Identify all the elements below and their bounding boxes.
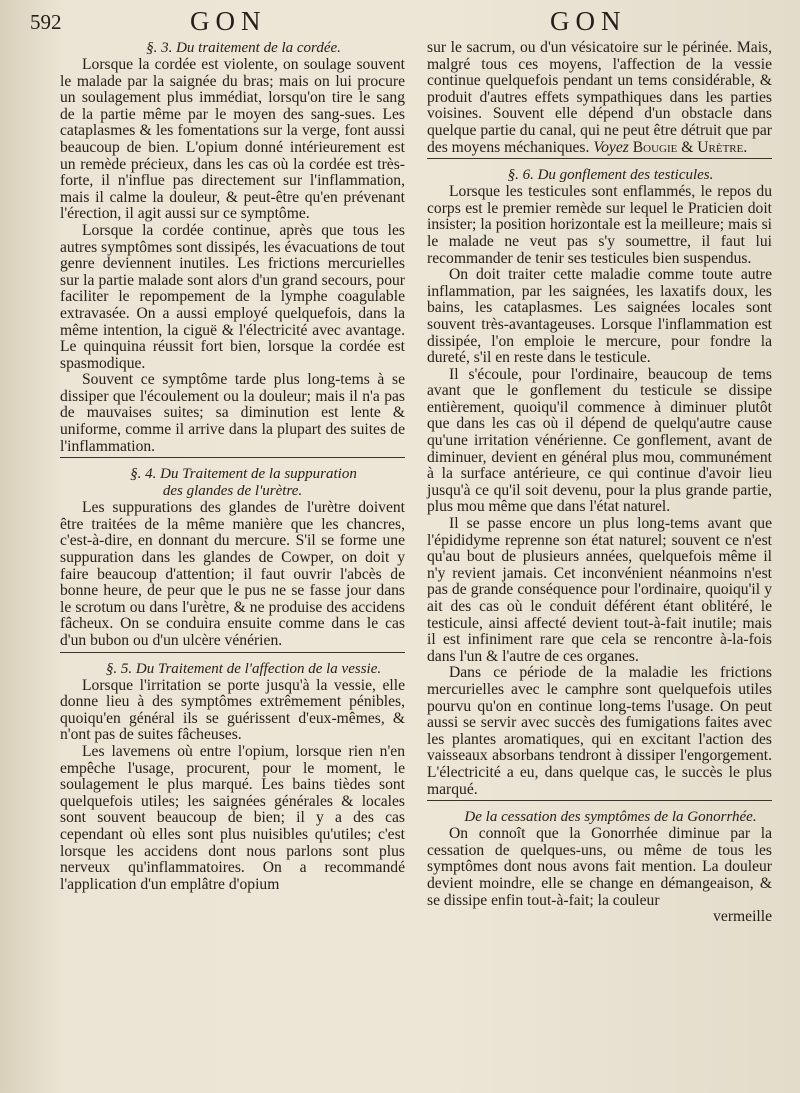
paragraph: Lorsque la cordée continue, après que tous les autres symptômes sont dissipés, les évacuations de tout genre deviennent inutiles. Les frictions mercurielles sur la partie malade sont alors d'un grand secours, pour faciliter le repompement de la lymphe coagulable extravasée. On a aussi employé quelquefois, dans la même intention, la ciguë & l'électricité avec avantage. Le quinquina réussit fort bien, lorsque la cordée est spasmodique. <box>60 221 405 372</box>
cross-reference-voyez: Voyez <box>593 138 629 156</box>
running-head-left: GON <box>190 6 267 36</box>
paragraph: Il se passe encore un plus long-tems avant que l'épididyme reprenne son état naturel; souvent ce n'est qu'au bout de plusieurs années, quelquefois même il n'y revient jamais. Cet inconvénient néanmoins n'est pas de grande conséquence pour l'ordinaire, quoiqu'il y ait des cas où le conduit déférent étant oblitéré, le testicule, ainsi affecté devient tout-à-fait inutile; mais il est infiniment rare que cela se rencontre à-la-fois dans l'un & l'autre de ces organes. <box>427 515 772 665</box>
section-7-heading: De la cessation des symptômes de la Gonorrhée. <box>464 809 757 826</box>
catchword: vermeille <box>713 908 772 926</box>
section-4-heading <box>60 466 405 500</box>
section-4-heading-line1: §. 4. Du Traitement de la suppuration <box>130 466 357 483</box>
section-5-heading: §. 5. Du Traitement de l'affection de la vessie. <box>105 660 382 677</box>
paragraph: Souvent ce symptôme tarde plus long-tems à se dissiper que l'écoulement ou la douleur; mais il n'a pas de mauvaises suites; sa diminution est lente & uniforme, comme il arrive dans la plupart des suites de l'inflammation. <box>60 371 405 455</box>
paragraph: Dans ce période de la maladie les frictions mercurielles avec le camphre sont quelquefois utiles pourvu qu'on en continue long-tems l'usage. On peut aussi se servir avec succès des fumigations faites avec les plantes aromatiques, qui en excitant l'action des vaisseaux absorbans tendront à dissiper l'engorgement. L'électricité a eu, dans quelque cas, le succès le plus marqué. <box>427 664 772 798</box>
left-column <box>60 40 405 926</box>
text-columns <box>60 40 772 926</box>
paragraph-continued <box>427 40 772 156</box>
page-number: 592 <box>30 10 62 34</box>
cross-reference-targets: Bougie & Urètre. <box>632 138 748 156</box>
paragraph: Les lavemens où entre l'opium, lorsque rien n'en empêche l'usage, procurent, pour le moment, le soulagement le plus marqué. Les bains tièdes sont quelquefois utiles; les saignées générales & locales sont souvent beaucoup de bien; il y a des cas cependant où elles sont plus nuisibles qu'utiles; c'est lorsque les accidens dont nous parlons sont plus nerveux qu'inflammatoires. On a recommandé l'application d'un emplâtre d'opium <box>60 742 405 893</box>
section-divider <box>427 158 772 159</box>
running-head <box>30 6 772 40</box>
paragraph: Lorsque les testicules sont enflammés, le repos du corps est le premier remède sur lequel le Praticien doit insister; la position horizontale est la meilleure; mais si le malade ne veut pas s'y soumettre, il faut lui recommander de tenir ses testicules bien suspendus. <box>427 183 772 267</box>
paragraph: Les suppurations des glandes de l'urètre doivent être traitées de la même manière que les chancres, c'est-à-dire, en donnant du mercure. S'il se forme une suppuration dans les glandes de Cowper, on doit y faire beaucoup d'attention; il faut ouvrir l'abcès de bonne heure, de peur que le pus ne se fasse jour dans le scrotum ou dans l'urètre, & ne produise des accidens fâcheux. On se conduira ensuite comme dans le cas d'un bubon ou d'un ulcère vénérien. <box>60 499 405 649</box>
section-divider <box>427 800 772 801</box>
section-6-heading: §. 6. Du gonflement des testicules. <box>507 167 714 184</box>
paragraph: On doit traiter cette maladie comme toute autre inflammation, par les saignées, les laxatifs doux, les bains, les cataplasmes. Les saignées locales sont souvent très-avantageuses. Lorsque l'inflammation est dissipée, l'on emploie le mercure, pour fondre la dureté, s'il en reste dans le testicule. <box>427 266 772 367</box>
right-column <box>427 40 772 926</box>
paragraph: Lorsque la cordée est violente, on soulage souvent le malade par la saignée du bras; mais on lui procure un soulagement plus immédiat, lorsqu'on tire le sang de la partie même par le moyen des sang-sues. Les cataplasmes & les fomentations sur la verge, font aussi beaucoup de bien. L'opium donné intérieurement est un remède précieux, dans les cas où la cordée est très-forte, il n'influe pas directement sur l'inflammation, mais il calme la douleur, & peut-être qu'en prévenant l'érection, il agit aussi sur ce symptôme. <box>60 56 405 223</box>
paragraph-text: sur le sacrum, ou d'un vésicatoire sur le périnée. Mais, malgré tous ces moyens, l'affection de la vessie continue quelquefois pendant un tems considérable, & produit d'autres effets sympathiques dans les parties voisines. Souvent elle dépend d'un obstacle dans quelque partie du canal, qui ne peut être détruit que par des moyens méchaniques. <box>427 39 772 156</box>
running-head-right: GON <box>550 6 627 36</box>
paragraph: Lorsque l'irritation se porte jusqu'à la vessie, elle donne lieu à des symptômes extrêmement pénibles, quoiqu'en général ils se guérissent d'eux-mêmes, & n'ont pas de suites fâcheuses. <box>60 676 405 744</box>
section-3-heading: §. 3. Du traitement de la cordée. <box>146 40 341 56</box>
paragraph: On connoît que la Gonorrhée diminue par la cessation de quelques-uns, ou même de tous les symptômes dont nous avons fait mention. La douleur devient moindre, elle se change en démangeaison, & se dissipe enfin tout-à-fait; la couleur <box>427 825 772 909</box>
section-divider <box>60 457 405 458</box>
section-divider <box>60 652 405 653</box>
section-4-heading-line2: des glandes de l'urètre. <box>162 483 303 500</box>
paragraph: Il s'écoule, pour l'ordinaire, beaucoup de tems avant que le gonflement du testicule se dissipe entièrement, quoiqu'il commence à diminuer plutôt que dans les cas où il dépend de quelqu'autre cause qu'une irritation vénérienne. Ce gonflement, avant de diminuer, devient en général plus mou, communément à la surface antérieure, ce qui continue d'avoir lieu jusqu'à ce qu'il soit devenu, pour la plus grande partie, plus mou même que dans l'état naturel. <box>427 365 772 516</box>
